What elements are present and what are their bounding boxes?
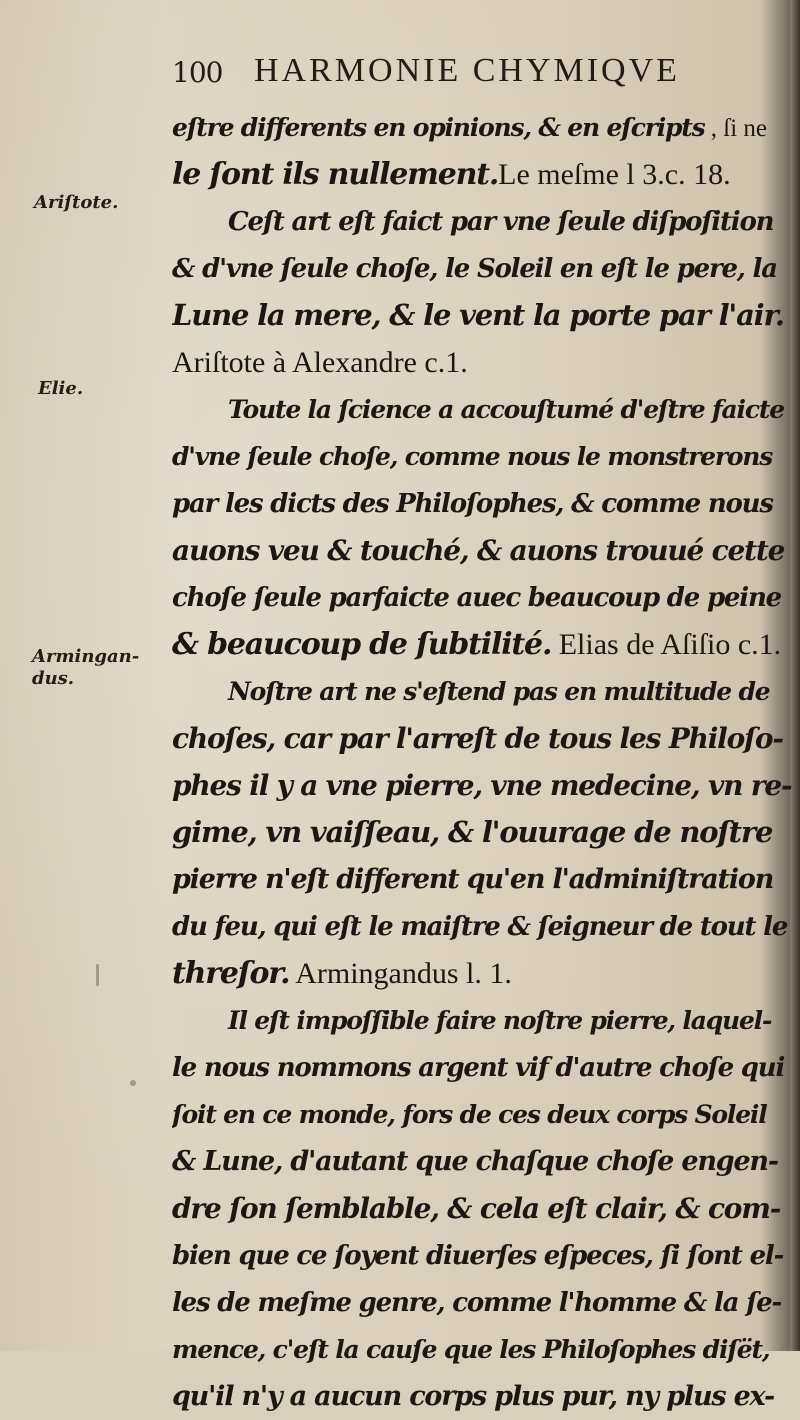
text-line: bien que ce ſoyent diuerſes eſpeces, ſi ſont el- [172,1241,784,1271]
text-line: mence, c'eſt la cauſe que les Philoſophes diſët, [172,1335,770,1364]
paragraph-start-line: Noſtre art ne s'eſtend pas en multitude de [228,677,770,706]
page-header [172,52,772,96]
margin-note-armingandus-1: Armingan- [32,646,140,667]
text-line: & d'vne ſeule choſe, le Soleil en eſt le pere, la [172,254,777,284]
body-text [172,104,792,1420]
margin-note-elie: Elie. [38,378,84,399]
text-line: par les dicts des Philoſophes, & comme nous [172,489,773,519]
text-line: ſoit en ce monde, fors de ces deux corps Soleil [172,1100,767,1129]
text-line: phes il y a vne pierre, vne medecine, vn re- [172,769,792,802]
text-line: d'vne ſeule choſe, comme nous le monstrerons [172,442,773,471]
citation-line: Ariſtote à Alexandre c.1. [172,346,468,379]
text-line: Lune la mere, & le vent la porte par l'air. [172,298,784,332]
ink-speck [96,964,99,986]
paragraph-start-line: Il eſt impoſſible faire noſtre pierre, laquel- [228,1006,772,1035]
margin-note-armingandus-2: dus. [32,668,75,689]
margin-note-aristote: Ariſtote. [34,192,119,213]
text-line: gime, vn vaiſſeau, & l'ouurage de noſtre [172,815,773,849]
running-title: HARMONIE CHYMIQVE [254,52,680,89]
text-line: du feu, qui eſt le maiſtre & ſeigneur de tout le [172,912,788,942]
citation-line: threſor. Armingandus l. 1. [172,956,512,991]
citation-line: & beaucoup de ſubtilité. Elias de Aſiſio c.1. [172,627,782,662]
text-line: dre ſon ſemblable, & cela eſt clair, & com- [172,1192,781,1225]
text-line: le nous nommons argent vif d'autre choſe qui [172,1053,785,1083]
text-line: le ſont ils nullement.Le meſme l 3.c. 18. [172,157,731,192]
page-number: 100 [172,56,223,89]
text-line: choſes, car par l'arreſt de tous les Philoſo- [172,722,783,755]
paragraph-start-line: Toute la ſcience a accouſtumé d'eſtre faicte [228,395,784,424]
text-line: eſtre differents en opinions, & en eſcripts , ſi ne [172,113,768,142]
text-line: & Lune, d'autant que chaſque choſe engen- [172,1146,778,1177]
text-line: pierre n'eſt different qu'en l'adminiſtration [172,864,774,895]
text-line: auons veu & touché, & auons trouué cette [172,534,785,567]
ink-speck [130,1080,136,1086]
text-line: choſe ſeule parfaicte auec beaucoup de peine [172,583,781,613]
text-line: qu'il n'y a aucun corps plus pur, ny plus ex- [172,1381,774,1412]
paragraph-start-line: Ceſt art eſt faict par vne ſeule diſpoſition [228,207,774,237]
text-line: les de meſme genre, comme l'homme & la ſe- [172,1288,782,1318]
